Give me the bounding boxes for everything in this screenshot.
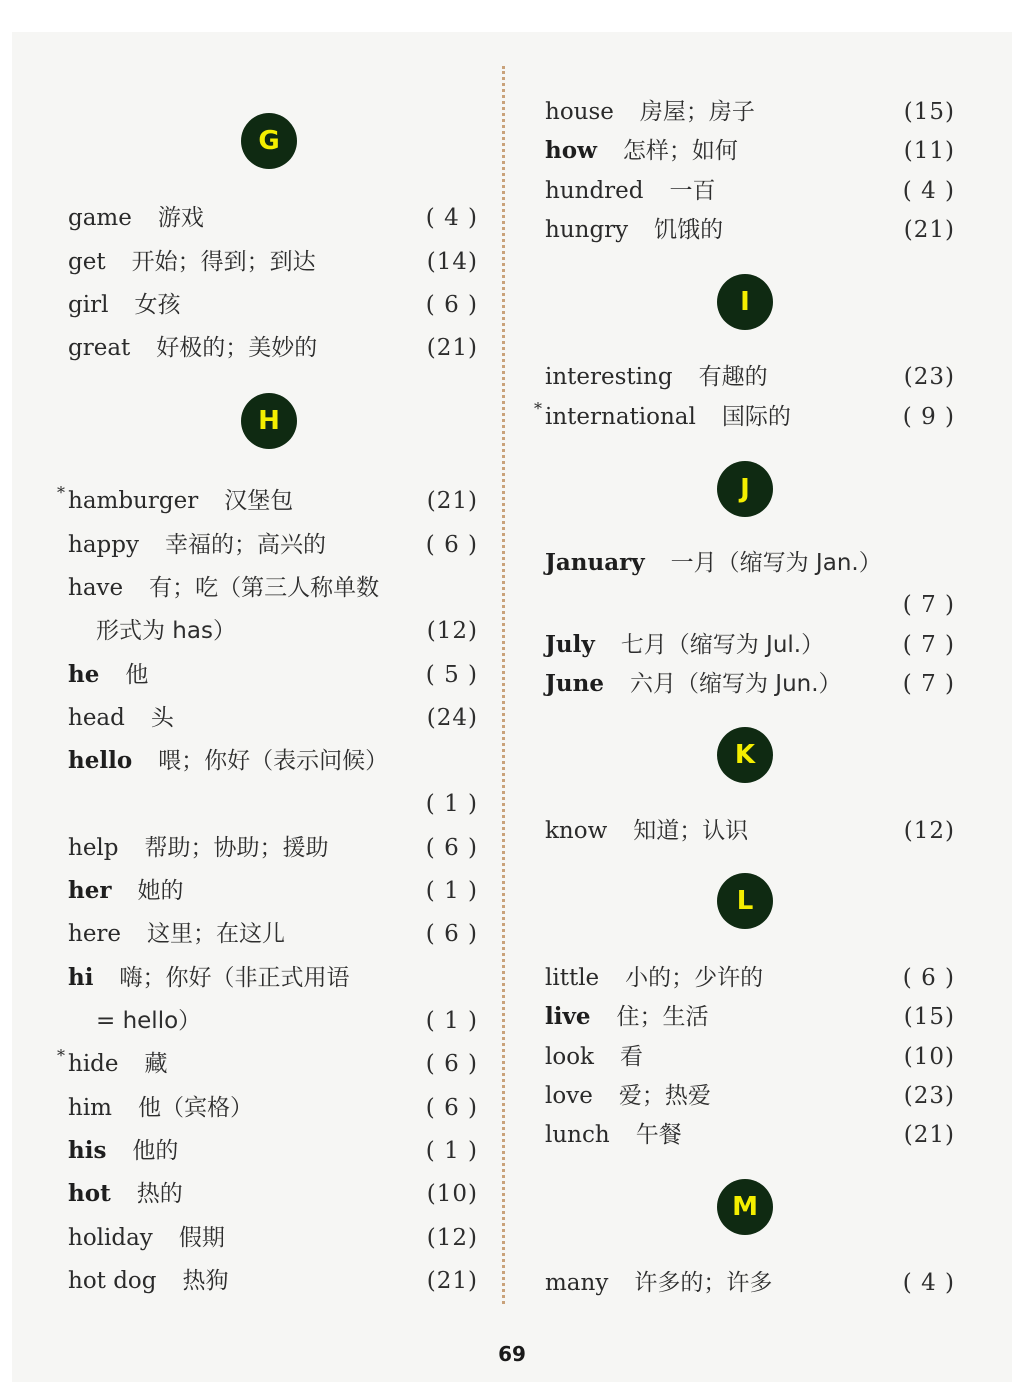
entry-word: * hamburger (68, 483, 198, 519)
glossary-entry (96, 1003, 201, 1039)
entry-page-ref: (11) (903, 138, 955, 164)
entry-page-ref: (12) (426, 1225, 478, 1251)
entry-word: little (545, 965, 600, 991)
entry-meaning: 许多的；许多 (634, 1270, 773, 1296)
entry-word: many (545, 1270, 609, 1296)
entry-meaning: 她的 (137, 878, 184, 904)
entry-page-ref: ( 5 ) (425, 662, 478, 688)
entry-page-ref: (23) (903, 1083, 955, 1109)
glossary-entry (545, 627, 824, 663)
entry-page-ref: (21) (903, 217, 955, 243)
entry-word: here (68, 921, 122, 947)
entry-page-ref: (21) (426, 1268, 478, 1294)
entry-meaning: 他（宾格） (137, 1095, 253, 1121)
glossary-entry (545, 359, 768, 395)
entry-word: interesting (545, 364, 673, 390)
glossary-entry (545, 666, 842, 702)
glossary-entry (68, 1090, 253, 1126)
entry-word: house (545, 99, 614, 125)
glossary-entry (68, 244, 316, 280)
entry-meaning: 房屋；房子 (639, 99, 755, 125)
glossary-entry (545, 960, 763, 996)
glossary-entry (68, 200, 204, 236)
entry-meaning: 他 (125, 662, 149, 688)
entry-word: how (545, 137, 597, 164)
entry-page-ref: (21) (426, 488, 478, 514)
glossary-entry (545, 1039, 643, 1075)
entry-meaning: 开始；得到；到达 (131, 249, 316, 275)
section-badge-i: I (717, 274, 773, 330)
glossary-entry (68, 527, 326, 563)
entry-word: holiday (68, 1225, 153, 1251)
entry-word: hundred (545, 178, 644, 204)
column-divider (502, 66, 505, 1304)
entry-word: July (545, 631, 595, 658)
entry-meaning: 汉堡包 (224, 488, 294, 514)
entry-word: help (68, 835, 119, 861)
entry-meaning: 七月（缩写为 Jul.） (620, 632, 825, 658)
entry-page-ref: ( 6 ) (425, 921, 478, 947)
entry-word: get (68, 249, 106, 275)
glossary-entry (68, 1133, 178, 1169)
entry-word: hi (68, 964, 94, 991)
glossary-entry (545, 1265, 772, 1301)
entry-meaning: 一百 (669, 178, 716, 204)
glossary-entry (68, 830, 329, 866)
glossary-entry (545, 94, 755, 130)
glossary-entry (68, 657, 148, 693)
entry-word: game (68, 205, 132, 231)
entry-word: great (68, 335, 131, 361)
entry-word: him (68, 1095, 112, 1121)
entry-page-ref: (14) (426, 249, 478, 275)
entry-word: happy (68, 532, 139, 558)
entry-page-ref: (10) (426, 1181, 478, 1207)
entry-page-ref: (24) (426, 705, 478, 731)
glossary-entry (68, 483, 293, 519)
entry-page-ref: (21) (426, 335, 478, 361)
entry-page-ref: ( 7 ) (902, 632, 955, 658)
entry-word: June (545, 670, 604, 697)
entry-meaning: 好极的；美妙的 (156, 335, 318, 361)
entry-meaning: 午餐 (635, 1122, 682, 1148)
section-badge-j: J (717, 461, 773, 517)
entry-meaning: 这里；在这儿 (147, 921, 286, 947)
entry-word: hot dog (68, 1268, 157, 1294)
entry-meaning: 饥饿的 (654, 217, 724, 243)
entry-meaning: 有；吃（第三人称单数 (149, 575, 380, 601)
entry-word: have (68, 575, 124, 601)
section-badge-l: L (717, 873, 773, 929)
entry-word: love (545, 1083, 593, 1109)
entry-meaning: = hello） (96, 1008, 202, 1034)
entry-meaning: 头 (150, 705, 174, 731)
entry-page-ref: ( 7 ) (902, 592, 955, 618)
entry-page-ref: ( 4 ) (902, 178, 955, 204)
entry-meaning: 女孩 (134, 292, 181, 318)
glossary-entry (96, 613, 236, 649)
glossary-entry (68, 700, 174, 736)
section-badge-h: H (241, 393, 297, 449)
entry-word: his (68, 1137, 107, 1164)
entry-page-ref: ( 4 ) (425, 205, 478, 231)
entry-meaning: 爱；热爱 (618, 1083, 711, 1109)
entry-word: live (545, 1003, 591, 1030)
entry-page-ref: ( 1 ) (425, 1008, 478, 1034)
entry-page-ref: ( 7 ) (902, 671, 955, 697)
entry-page-ref: (12) (903, 818, 955, 844)
entry-page-ref: ( 6 ) (425, 1095, 478, 1121)
section-badge-m: M (717, 1179, 773, 1235)
glossary-entry (545, 1117, 682, 1153)
entry-word: he (68, 661, 100, 688)
glossary-entry (68, 743, 388, 779)
entry-word: head (68, 705, 125, 731)
glossary-entry (68, 570, 379, 606)
entry-word: know (545, 818, 608, 844)
entry-page-ref: ( 1 ) (425, 791, 478, 817)
glossary-entry (545, 813, 748, 849)
entry-meaning: 游戏 (157, 205, 204, 231)
entry-meaning: 有趣的 (698, 364, 768, 390)
entry-page-ref: (15) (903, 99, 955, 125)
entry-meaning: 他的 (132, 1138, 179, 1164)
entry-page-ref: (10) (903, 1044, 955, 1070)
glossary-entry (68, 1220, 225, 1256)
section-badge-k: K (717, 727, 773, 783)
entry-page-ref: ( 6 ) (425, 1051, 478, 1077)
entry-page-ref: ( 6 ) (902, 965, 955, 991)
glossary-entry (545, 1078, 711, 1114)
entry-page-ref: (21) (903, 1122, 955, 1148)
entry-meaning: 热的 (136, 1181, 183, 1207)
entry-meaning: 国际的 (721, 404, 791, 430)
entry-word: January (545, 549, 645, 576)
entry-word: hot (68, 1180, 111, 1207)
glossary-entry (545, 399, 791, 435)
glossary-entry (68, 1263, 229, 1299)
entry-page-ref: ( 1 ) (425, 878, 478, 904)
entry-word: her (68, 877, 112, 904)
entry-meaning: 一月（缩写为 Jan.） (670, 550, 882, 576)
entry-page-ref: ( 6 ) (425, 532, 478, 558)
entry-meaning: 看 (620, 1044, 643, 1070)
entry-page-ref: (23) (903, 364, 955, 390)
entry-page-ref: ( 4 ) (902, 1270, 955, 1296)
entry-page-ref: (15) (903, 1004, 955, 1030)
entry-meaning: 热狗 (182, 1268, 229, 1294)
glossary-entry (68, 1046, 168, 1082)
entry-word: girl (68, 292, 109, 318)
entry-word: hello (68, 747, 133, 774)
glossary-entry (545, 133, 738, 169)
entry-meaning: 假期 (178, 1225, 225, 1251)
entry-word: * hide (68, 1046, 119, 1082)
glossary-entry (545, 999, 708, 1035)
entry-word: hungry (545, 217, 629, 243)
entry-word: look (545, 1044, 594, 1070)
entry-page-ref: ( 6 ) (425, 835, 478, 861)
glossary-entry (545, 545, 882, 581)
entry-meaning: 小的；少许的 (625, 965, 764, 991)
entry-meaning: 知道；认识 (633, 818, 749, 844)
entry-page-ref: ( 9 ) (902, 404, 955, 430)
entry-meaning: 幸福的；高兴的 (164, 532, 326, 558)
glossary-entry (545, 212, 723, 248)
glossary-entry (68, 960, 349, 996)
glossary-entry (68, 916, 285, 952)
glossary-entry (68, 330, 317, 366)
entry-word: lunch (545, 1122, 610, 1148)
entry-page-ref: (12) (426, 618, 478, 644)
entry-meaning: 喂；你好（表示问候） (158, 748, 389, 774)
entry-meaning: 形式为 has） (96, 618, 236, 644)
entry-word: * international (545, 399, 696, 435)
page-number: 69 (498, 1342, 526, 1366)
section-badge-g: G (241, 113, 297, 169)
entry-meaning: 藏 (144, 1051, 168, 1077)
entry-meaning: 帮助；协助；援助 (144, 835, 329, 861)
entry-page-ref: ( 6 ) (425, 292, 478, 318)
entry-meaning: 六月（缩写为 Jun.） (629, 671, 842, 697)
entry-meaning: 住；生活 (616, 1004, 709, 1030)
entry-meaning: 怎样；如何 (622, 138, 738, 164)
glossary-entry (68, 1176, 183, 1212)
glossary-entry (68, 287, 180, 323)
entry-page-ref: ( 1 ) (425, 1138, 478, 1164)
glossary-entry (68, 873, 183, 909)
entry-meaning: 嗨；你好（非正式用语 (119, 965, 350, 991)
glossary-entry (545, 173, 716, 209)
